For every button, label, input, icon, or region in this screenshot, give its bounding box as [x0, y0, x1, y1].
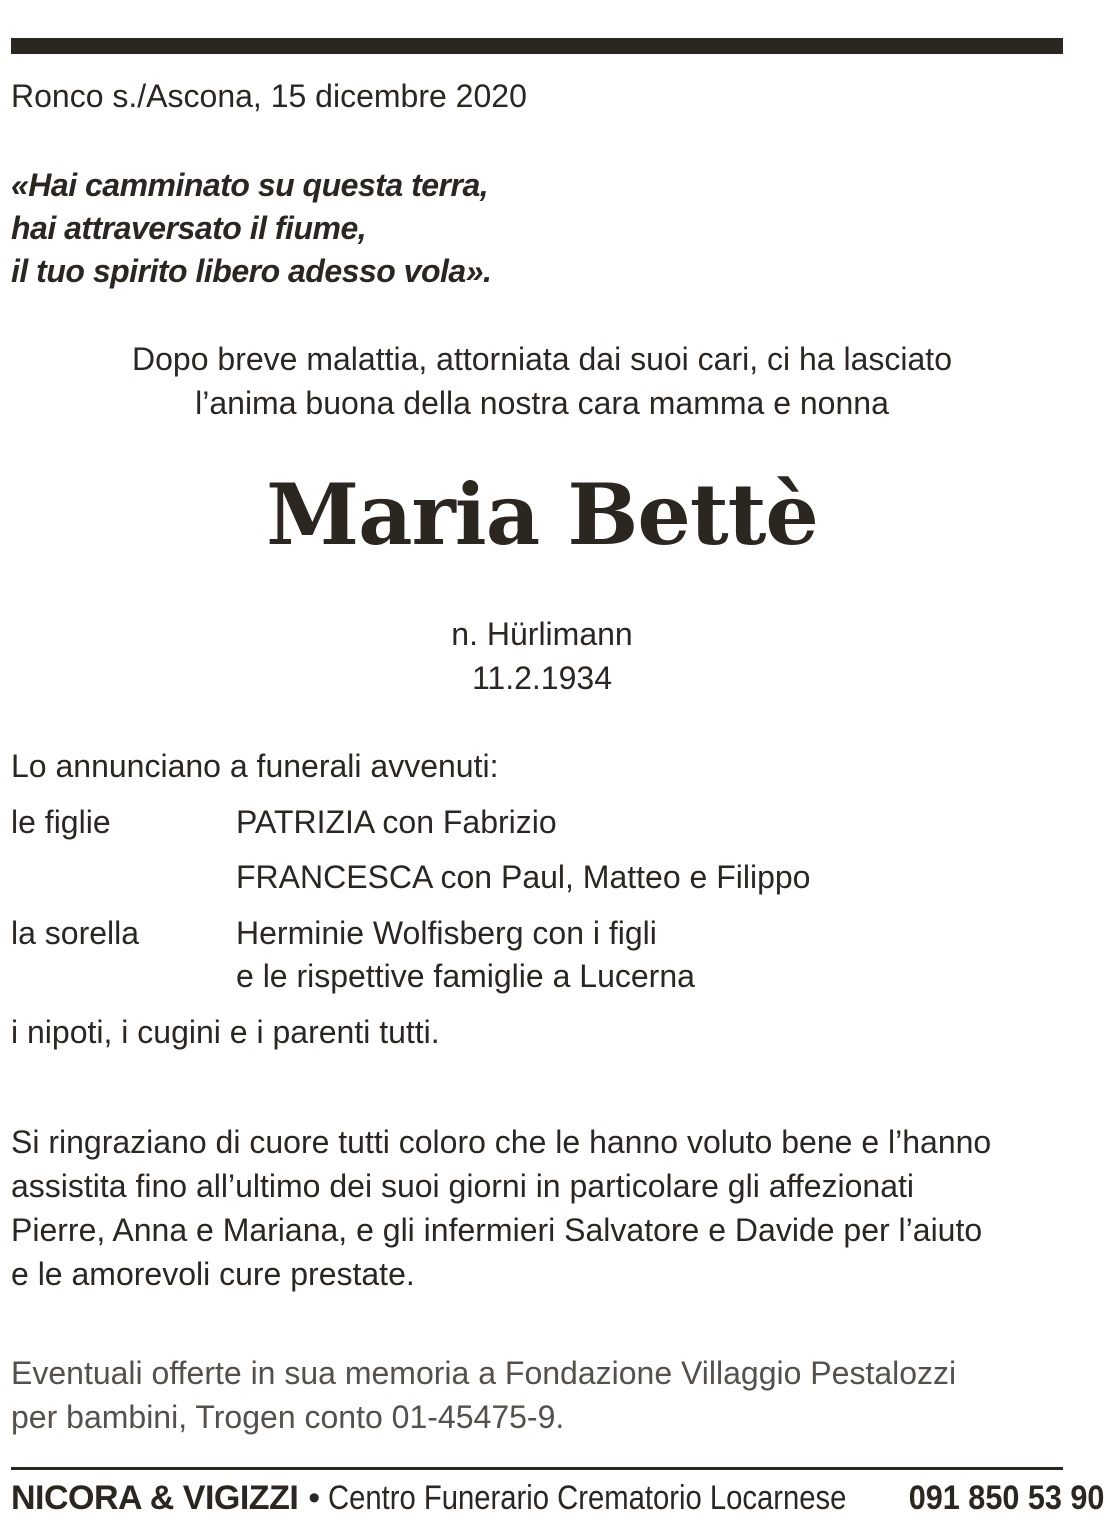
relative-name: Herminie Wolfisberg con i figli [236, 915, 657, 951]
other-relatives: i nipoti, i cugini e i parenti tutti. [11, 1014, 440, 1050]
birth-date: 11.2.1934 [472, 660, 612, 696]
relative-name: FRANCESCA con Paul, Matteo e Filippo [236, 859, 811, 895]
relative-label-sister: la sorella [11, 915, 140, 951]
thanks-paragraph [11, 1120, 991, 1296]
footer-separator: • [308, 1479, 321, 1517]
intro-line: Dopo breve malattia, attorniata dai suoi cari, ci ha lasciato [132, 341, 952, 377]
place-date: Ronco s./Ascona, 15 dicembre 2020 [11, 78, 527, 114]
relative-label-daughters: le figlie [11, 804, 111, 840]
donation-note [11, 1351, 956, 1439]
quote-line: hai attraversato il fiume, [11, 210, 367, 246]
thanks-line: Si ringraziano di cuore tutti coloro che le hanno voluto bene e l’hanno [11, 1124, 992, 1160]
footer-divider [11, 1467, 1063, 1470]
top-divider [11, 38, 1063, 54]
deceased-name: Maria Bettè [266, 465, 818, 564]
funeral-home-name: NICORA & VIGIZZI [11, 1479, 299, 1517]
funeral-center-name: Centro Funerario Crematorio Locarnese [328, 1479, 847, 1517]
announcement-intro: Lo annunciano a funerali avvenuti: [11, 748, 499, 784]
intro-line: l’anima buona della nostra cara mamma e nonna [195, 385, 889, 421]
maiden-name: n. Hürlimann [451, 616, 633, 652]
epitaph-quote [11, 164, 491, 293]
quote-line: il tuo spirito libero adesso vola». [11, 253, 492, 289]
donation-line: Eventuali offerte in sua memoria a Fondazione Villaggio Pestalozzi [11, 1355, 957, 1391]
thanks-line: Pierre, Anna e Mariana, e gli infermieri Salvatore e Davide per l’aiuto [11, 1212, 983, 1248]
intro-text [0, 337, 1084, 425]
thanks-line: e le amorevoli cure prestate. [11, 1256, 415, 1292]
quote-line: «Hai camminato su questa terra, [11, 167, 489, 203]
donation-line: per bambini, Trogen conto 01-45475-9. [11, 1399, 565, 1435]
phone-number: 091 850 53 90 [908, 1479, 1104, 1517]
funeral-home-footer [11, 1476, 1104, 1520]
relative-name: e le rispettive famiglie a Lucerna [236, 958, 695, 994]
thanks-line: assistita fino all’ultimo dei suoi giorni in particolare gli affezionati [11, 1168, 914, 1204]
relative-name: PATRIZIA con Fabrizio [236, 804, 557, 840]
